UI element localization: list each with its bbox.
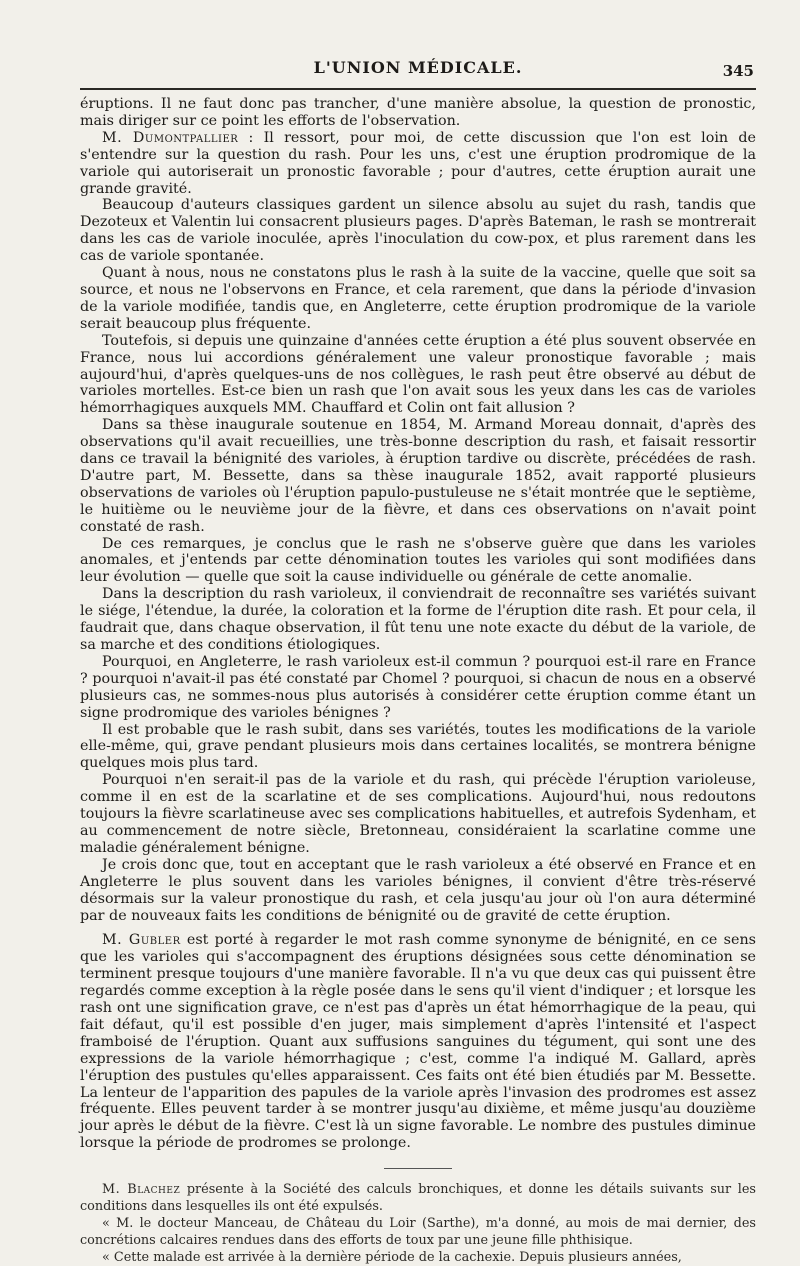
paragraph: M. Blachez présente à la Société des calculs bronchiques, et donne les détails suivants sur les conditions dans lesquelles ils ont été expulsés. [80, 1182, 756, 1215]
main-text [80, 96, 756, 1152]
paragraph: M. Gubler est porté à regarder le mot rash comme synonyme de bénignité, en ce sens que les varioles qui s'accompagnent des éruptions désignées sous cette dénomination se terminent presque toujours d'une manière favorable. Il n'a vu que deux cas qui puissent être regardés comme exception à la règle posée dans le sens qu'il vient d'indiquer ; et lorsque les rash ont une signification grave, ce n'est pas d'après un état hémorrhagique de la peau, qui fait défaut, qu'il est possible d'en juger, mais simplement d'après l'intensité et l'aspect framboisé de l'éruption. Quant aux suffusions sanguines du tégument, qui sont une des expressions de la variole hémorrhagique ; c'est, comme l'a indiqué M. Gallard, après l'éruption des pustules qu'elles apparaissent. Ces faits ont été bien étudiés par M. Bessette. La lenteur de l'apparition des papules de la variole après l'invasion des prodromes est assez fréquente. Elles peuvent tarder à se montrer jusqu'au dixième, et même jusqu'au douzième jour après le début de la fièvre. C'est là un signe favorable. Le nombre des pustules diminue lorsque la période de prodromes se prolonge. [80, 932, 756, 1152]
header-rule [80, 88, 756, 90]
paragraph: Beaucoup d'auteurs classiques gardent un silence absolu au sujet du rash, tandis que Dezoteux et Valentin lui consacrent plusieurs pages. D'après Bateman, le rash se montrerait dans les cas de variole inoculée, après l'inoculation du cow-pox, et plus rarement dans les cas de variole spontanée. [80, 197, 756, 265]
paragraph: « M. le docteur Manceau, de Château du Loir (Sarthe), m'a donné, au mois de mai dernier, des concrétions calcaires rendues dans des efforts de toux par une jeune fille phthisique. [80, 1216, 756, 1249]
lower-text [80, 1181, 756, 1266]
paragraph: Toutefois, si depuis une quinzaine d'années cette éruption a été plus souvent observée en France, nous lui accordions généralement une valeur pronostique favorable ; mais aujourd'hui, d'après quelques-uns de nos collègues, le rash peut être observé au début de varioles mortelles. Est-ce bien un rash que l'on avait sous les yeux dans les cas de varioles hémorrhagiques auxquels MM. Chauffard et Colin ont fait allusion ? [80, 332, 756, 417]
speaker-name: M. Gubler [102, 932, 181, 949]
paragraph: M. Dumontpallier : Il ressort, pour moi, de cette discussion que l'on est loin de s'entendre sur la question du rash. Pour les uns, c'est une éruption prodromique de la variole qui autoriserait un pronostic favorable ; pour d'autres, cette éruption aurait une grande gravité. [80, 129, 756, 197]
paragraph: Dans la description du rash varioleux, il conviendrait de reconnaître ses variétés suivant le siége, l'étendue, la durée, la coloration et la forme de l'éruption dite rash. Et pour cela, il faudrait que, dans chaque observation, il fût tenu une note exacte du début de la variole, de sa marche et des conditions étiologiques. [80, 586, 756, 653]
paragraph: Pourquoi, en Angleterre, le rash varioleux est-il commun ? pourquoi est-il rare en France ? pourquoi n'avait-il pas été constaté par Chomel ? pourquoi, si chacun de nous en a observé plusieurs cas, ne sommes-nous plus autorisés à considérer cette éruption comme étant un signe prodromique des varioles bénignes ? [80, 653, 756, 721]
speaker-name: M. Blachez [102, 1182, 181, 1198]
running-title: L'UNION MÉDICALE. [313, 58, 523, 77]
section-divider [384, 1168, 452, 1169]
paragraph: Il est probable que le rash subit, dans ses variétés, toutes les modifications de la variole elle-même, qui, grave pendant plusieurs mois dans certaines localités, se montrera bénigne quelques mois plus tard. [80, 721, 756, 772]
paragraph: Dans sa thèse inaugurale soutenue en 1854, M. Armand Moreau donnait, d'après des observations qu'il avait recueillies, une très-bonne description du rash, et faisait ressortir dans ce travail la bénignité des varioles, à éruption tardive ou discrète, précédées de rash. D'autre part, M. Bessette, dans sa thèse inaugurale 1852, avait rapporté plusieurs observations de varioles où l'éruption papulo-pustuleuse ne s'était montrée que le septième, le huitième ou le neuvième jour de la fièvre, et dans ces observations on n'avait point constaté de rash. [80, 417, 756, 535]
page-number: 345 [722, 62, 754, 80]
paragraph: éruptions. Il ne faut donc pas trancher, d'une manière absolue, la question de pronostic, mais diriger sur ce point les efforts de l'observation. [80, 96, 756, 129]
paragraph: Pourquoi n'en serait-il pas de la variole et du rash, qui précède l'éruption varioleuse, comme il en est de la scarlatine et de ses complications. Aujourd'hui, nous redoutons toujours la fièvre scarlatineuse avec ses complications habituelles, et autrefois Sydenham, et au commencement de notre siècle, Bretonneau, considéraient la scarlatine comme une maladie généralement bénigne. [80, 772, 756, 856]
paragraph: « Cette malade est arrivée à la dernière période de la cachexie. Depuis plusieurs années, [102, 1250, 682, 1266]
paragraph: Je crois donc que, tout en acceptant que le rash varioleux a été observé en France et en Angleterre le plus souvent dans les varioles bénignes, il convient d'être très-réservé désormais sur la valeur pronostique du rash, et cela jusqu'au jour où l'on aura déterminé par de nouveaux faits les conditions de bénignité ou de gravité de cette éruption. [80, 856, 756, 924]
paragraph: De ces remarques, je conclus que le rash ne s'observe guère que dans les varioles anomales, et j'entends par cette dénomination toutes les varioles qui sont modifiées dans leur évolution — quelle que soit la cause individuelle ou générale de cette anomalie. [80, 535, 756, 586]
paragraph: Quant à nous, nous ne constatons plus le rash à la suite de la vaccine, quelle que soit sa source, et nous ne l'observons en France, et cela rarement, que dans la période d'invasion de la variole modifiée, tandis que, en Angleterre, cette éruption prodromique de la variole serait beaucoup plus fréquente. [80, 265, 756, 332]
page-header [80, 58, 756, 86]
speaker-name: M. Dumontpallier [102, 129, 239, 146]
